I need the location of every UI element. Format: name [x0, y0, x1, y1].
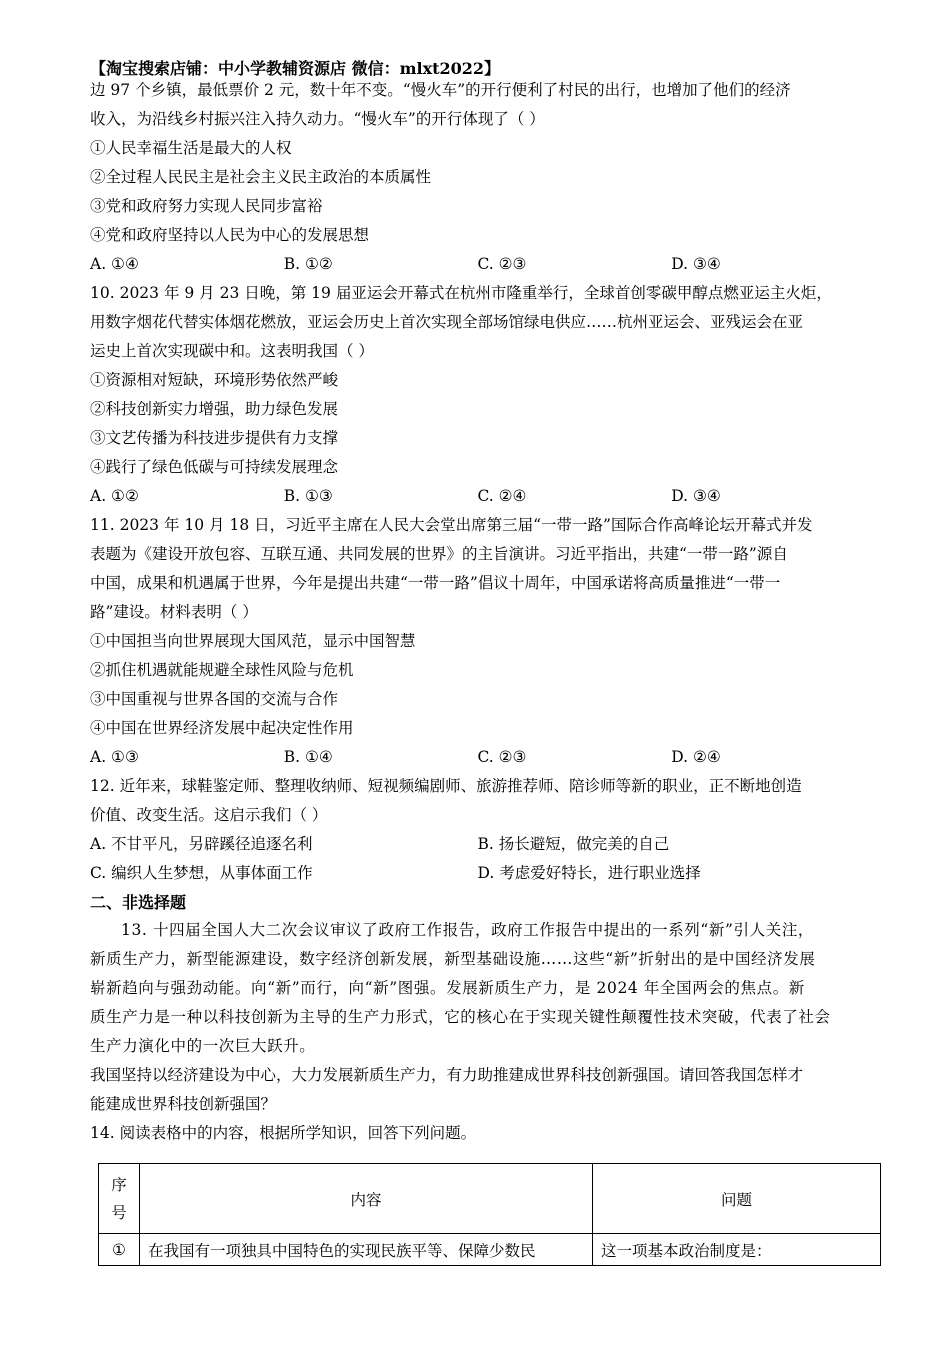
statement-item: ①中国担当向世界展现大国风范，显示中国智慧 — [90, 632, 416, 650]
statement-item: ④中国在世界经济发展中起决定性作用 — [90, 719, 354, 737]
answer-options — [90, 859, 865, 888]
option-d: D. ③④ — [671, 487, 721, 505]
statement-item: ①人民幸福生活是最大的人权 — [90, 139, 292, 157]
column-header-question: 问题 — [593, 1164, 881, 1234]
section-title: 二、非选择题 — [90, 893, 187, 912]
question-text-line: 生产力演化中的一次巨大跃升。 — [90, 1037, 316, 1055]
option-d: D. ②④ — [671, 748, 721, 766]
question-prompt-line: 我国坚持以经济建设为中心，大力发展新质生产力，有力助推建成世界科技创新强国。请回答我国怎样才 — [90, 1066, 804, 1084]
document-body — [90, 76, 865, 1148]
question-14-table — [98, 1163, 881, 1266]
answer-options — [90, 250, 865, 279]
question-text-line: 12. 近年来，球鞋鉴定师、整理收纳师、短视频编剧师、旅游推荐师、陪诊师等新的职业，正不断地创造 — [90, 777, 802, 795]
statement-item: ④党和政府坚持以人民为中心的发展思想 — [90, 226, 370, 244]
option-a: A. ①④ — [90, 255, 139, 273]
table-cell-seq: ① — [99, 1234, 140, 1266]
question-text-line: 边 97 个乡镇，最低票价 2 元，数十年不变。“慢火车”的开行便利了村民的出行，也增加了他们的经济 — [90, 81, 791, 99]
option-b: B. ①② — [283, 255, 333, 273]
statement-item: ④践行了绿色低碳与可持续发展理念 — [90, 458, 339, 476]
table-cell-content: 在我国有一项独具中国特色的实现民族平等、保障少数民 — [140, 1234, 593, 1266]
question-10 — [90, 279, 865, 511]
question-text-line: 11. 2023 年 10 月 18 日，习近平主席在人民大会堂出席第三届“一带一路”国际合作高峰论坛开幕式并发 — [90, 516, 813, 534]
question-13 — [90, 916, 865, 1119]
question-prompt-line: 能建成世界科技创新强国？ — [90, 1095, 277, 1113]
answer-options — [90, 482, 865, 511]
option-d: D. ③④ — [671, 255, 721, 273]
question-text-line: 运史上首次实现碳中和。这表明我国（ ） — [90, 342, 374, 360]
question-text-line: 中国，成果和机遇属于世界，今年是提出共建“一带一路”倡议十周年，中国承诺将高质量推进“一带一 — [90, 574, 781, 592]
option-c: C. 编织人生梦想，从事体面工作 — [90, 864, 313, 882]
option-b: B. ①③ — [283, 487, 333, 505]
option-b: B. ①④ — [283, 748, 333, 766]
statement-item: ①资源相对短缺，环境形势依然严峻 — [90, 371, 339, 389]
page-header: 【淘宝搜索店铺：中小学教辅资源店 微信：mlxt2022】 — [90, 59, 501, 78]
question-12 — [90, 772, 865, 888]
question-text-line: 10. 2023 年 9 月 23 日晚，第 19 届亚运会开幕式在杭州市隆重举行，全球首创零碳甲醇点燃亚运主火炬， — [90, 284, 832, 302]
table-row — [99, 1234, 881, 1266]
statement-item: ②科技创新实力增强，助力绿色发展 — [90, 400, 339, 418]
question-text-line: 路”建设。材料表明（ ） — [90, 603, 258, 621]
question-text-line: 用数字烟花代替实体烟花燃放，亚运会历史上首次实现全部场馆绿电供应……杭州亚运会、亚残运会在亚 — [90, 313, 804, 331]
option-a: A. ①③ — [90, 748, 139, 766]
answer-options — [90, 830, 865, 859]
answer-options — [90, 743, 865, 772]
table-header-row — [99, 1164, 881, 1234]
statement-item: ③中国重视与世界各国的交流与合作 — [90, 690, 339, 708]
table-cell-question: 这一项基本政治制度是： — [593, 1234, 881, 1266]
option-c: C. ②④ — [477, 487, 527, 505]
statement-item: ③党和政府努力实现人民同步富裕 — [90, 197, 323, 215]
question-text-line: 表题为《建设开放包容、互联互通、共同发展的世界》的主旨演讲。习近平指出，共建“一带一路”源自 — [90, 545, 788, 563]
question-14-intro: 14. 阅读表格中的内容，根据所学知识，回答下列问题。 — [90, 1124, 477, 1142]
question-text-line: 新质生产力，新型能源建设，数字经济创新发展，新型基础设施……这些“新”折射出的是中国经济发展 — [90, 950, 816, 968]
option-b: B. 扬长避短，做完美的自己 — [477, 835, 670, 853]
statement-item: ②抓住机遇就能规避全球性风险与危机 — [90, 661, 354, 679]
option-c: C. ②③ — [477, 748, 527, 766]
question-text-line: 13. 十四届全国人大二次会议审议了政府工作报告，政府工作报告中提出的一系列“新”引人关注， — [121, 921, 815, 939]
question-text-line: 崭新趋向与强劲动能。向“新”而行，向“新”图强。发展新质生产力，是 2024 年全国两会的焦点。新 — [90, 979, 805, 997]
column-header-seq: 序号 — [99, 1164, 140, 1234]
option-c: C. ②③ — [477, 255, 527, 273]
question-11 — [90, 511, 865, 772]
statement-item: ③文艺传播为科技进步提供有力支撑 — [90, 429, 339, 447]
question-text-line: 价值、改变生活。这启示我们（ ） — [90, 806, 328, 824]
question-text-line: 收入，为沿线乡村振兴注入持久动力。“慢火车”的开行体现了（ ） — [90, 110, 545, 128]
option-d: D. 考虑爱好特长，进行职业选择 — [477, 864, 701, 882]
option-a: A. 不甘平凡，另辟蹊径追逐名利 — [90, 835, 313, 853]
question-text-line: 质生产力是一种以科技创新为主导的生产力形式，它的核心在于实现关键性颠覆性技术突破，代表了社会 — [90, 1008, 831, 1026]
question-9 — [90, 76, 865, 279]
statement-item: ②全过程人民民主是社会主义民主政治的本质属性 — [90, 168, 432, 186]
option-a: A. ①② — [90, 487, 139, 505]
column-header-content: 内容 — [140, 1164, 593, 1234]
